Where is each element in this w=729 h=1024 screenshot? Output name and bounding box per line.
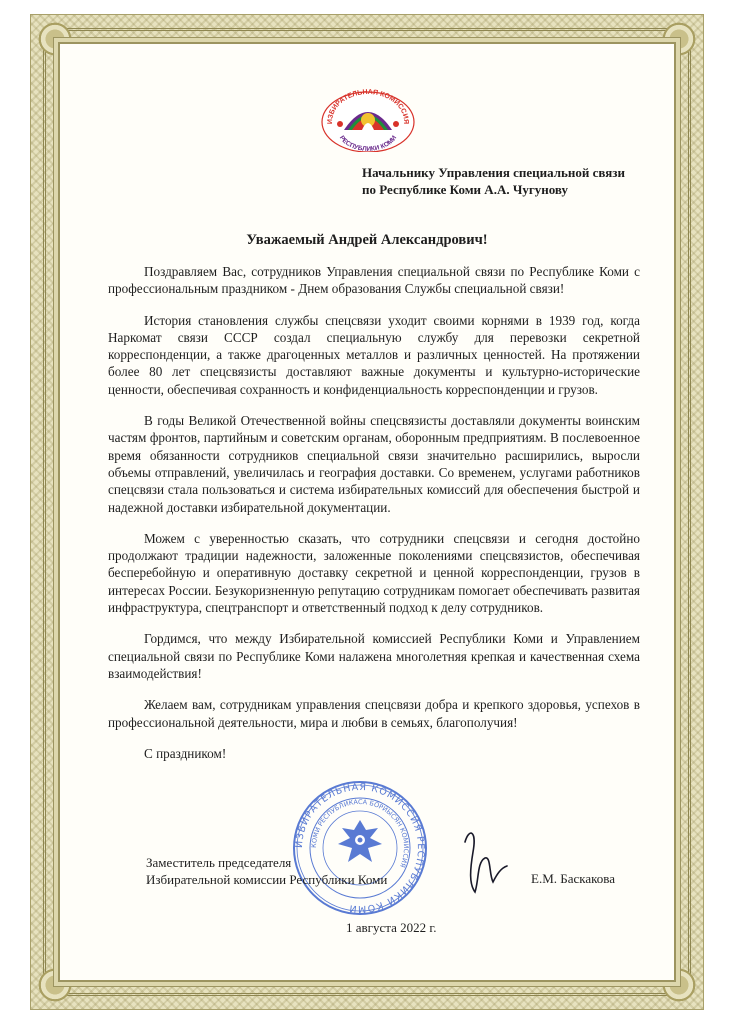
body-paragraph: Можем с уверенностью сказать, что сотрудники спецсвязи и сегодня достойно продолжают традиции надежности, заложенные поколениями спецсвязистов, обеспечивая бесперебойную и оперативную доставку секретной и ценной корреспонденции, грузов в интересах России. Безукоризненную репутацию сотрудникам помогает обеспечивать развитая инфраструктура, спецтранспорт и ответственный подход к делу сотрудников. bbox=[108, 530, 640, 616]
handwritten-signature bbox=[455, 822, 515, 902]
signatory-title-line: Заместитель председателя bbox=[146, 855, 292, 870]
body-paragraph: История становления службы спецсвязи уходит своими корнями в 1939 год, когда Наркомат связи СССР создал специальную службу для перевозки секретной корреспонденции, а также драгоценных металлов и различных ценностей. На протяжении более 80 лет спецсвязисты доставляют важные документы и культурно-исторические ценности, обеспечивая сохранность и конфиденциальность корреспонденции и грузов. bbox=[108, 312, 640, 397]
addressee-block bbox=[362, 164, 672, 198]
salutation: Уважаемый Андрей Александрович! bbox=[246, 232, 488, 248]
svg-text:КОМИ РЕСПУБЛИКАСА БӦРЙЫСЯН КОМ: КОМИ РЕСПУБЛИКАСА БӦРЙЫСЯН КОМИССИЯ bbox=[309, 797, 411, 869]
signatory-title bbox=[146, 854, 387, 888]
body-paragraph: В годы Великой Отечественной войны спецсвязисты доставляли документы воинским частям фронтов, партийным и советским органам, оборонным предприятиям. В послевоенное время обязанности сотрудников специальной связи значительно расширились, выросли объемы отправлений, увеличилась и география доставки. Со временем, услугами работников спецсвязи стала пользоваться и система избирательных комиссий для обеспечения быстрой и надежной доставки избирательной документации. bbox=[108, 413, 640, 515]
commission-emblem-logo bbox=[318, 86, 418, 152]
closing-phrase: С праздником! bbox=[144, 745, 227, 761]
body-paragraph: Желаем вам, сотрудникам управления спецсвязи добра и крепкого здоровья, успехов в профессиональной деятельности, мира и любви в семьях, благополучия! bbox=[108, 697, 640, 730]
addressee-line: Начальнику Управления специальной связи bbox=[362, 165, 626, 180]
svg-text:ИЗБИРАТЕЛЬНАЯ КОМИССИЯ: ИЗБИРАТЕЛЬНАЯ КОМИССИЯ bbox=[326, 88, 410, 125]
document-date: 1 августа 2022 г. bbox=[346, 920, 437, 935]
signatory-title-line: Избирательной комиссии Республики Коми bbox=[146, 872, 388, 887]
svg-text:РЕСПУБЛИКИ КОМИ: РЕСПУБЛИКИ КОМИ bbox=[337, 134, 399, 152]
svg-text:ИЗБИРАТЕЛЬНАЯ КОМИССИЯ РЕСПУБЛ: ИЗБИРАТЕЛЬНАЯ КОМИССИЯ РЕСПУБЛИКИ КОМИ bbox=[293, 781, 427, 915]
body-paragraph: Поздравляем Вас, сотрудников Управления специальной связи по Республике Коми с профессиональным праздником - Днем образования Службы специальной связи! bbox=[108, 264, 640, 297]
official-stamp bbox=[290, 778, 430, 918]
signatory-name: Е.М. Баскакова bbox=[531, 871, 616, 886]
letter-body bbox=[108, 263, 640, 762]
body-paragraph: Гордимся, что между Избирательной комиссией Республики Коми и Управлением специальной связи по Республике Коми налажена многолетняя крепкая и качественная схема взаимодействия! bbox=[108, 631, 640, 681]
addressee-line: по Республике Коми А.А. Чугунову bbox=[362, 182, 569, 197]
